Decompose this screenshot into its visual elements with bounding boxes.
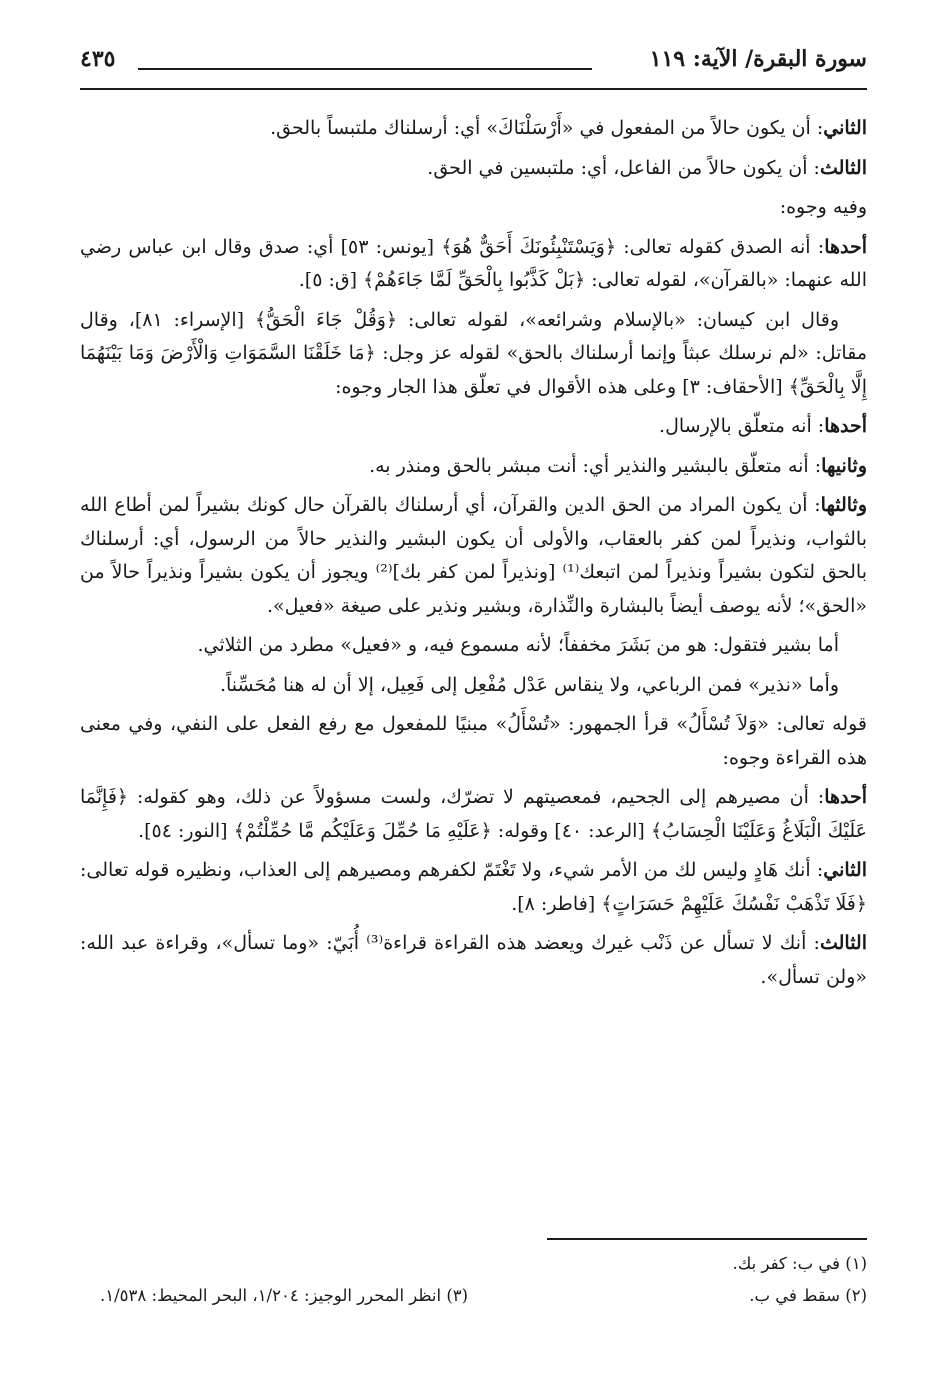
paragraph <box>80 927 867 994</box>
paragraph-text: : أن يكون المراد من الحق الدين والقرآن، أي أرسلناك بالقرآن حال كونك بشيراً لمن أطاع الله بالثواب، ونذيراً لمن كفر بالعقاب، والأولى أن يكون البشير والنذير حالاً من الرسول، أي: أرسلناك بالحق لتكون بشيراً ونذيراً لمن اتبعك⁽¹⁾ [ونذيراً لمن كفر بك]⁽²⁾ ويجوز أن يكون بشيراً ونذيراً حالاً من «الحق»؛ لأنه يوصف أيضاً بالبشارة والنِّذارة، وبشير ونذير على صيغة «فعيل». <box>80 494 868 617</box>
paragraph <box>80 854 867 921</box>
paragraph <box>80 231 867 298</box>
paragraph-label: وثالثها <box>820 494 867 516</box>
paragraph-label: الثالث <box>819 156 867 179</box>
paragraph <box>80 708 867 775</box>
paragraph-text: : أن يكون حالاً من المفعول في «أَرْسَلْنَاكَ» أي: أرسلناك ملتبساً بالحق. <box>270 117 824 139</box>
paragraph-label: أحدها <box>824 415 867 437</box>
paragraph <box>80 629 867 663</box>
header-rule <box>80 88 867 90</box>
running-header <box>80 40 867 84</box>
paragraph <box>80 669 867 703</box>
header-line <box>138 68 592 70</box>
paragraph-text: : أنه متعلّق بالبشير والنذير أي: أنت مبشر بالحق ومنذر به. <box>369 454 822 477</box>
paragraph-label: الثاني <box>823 117 867 139</box>
paragraph-text: : أنك هَادٍ وليس لك من الأمر شيء، ولا تَغْتَمّ لكفرهم ومصيرهم إلى العذاب، ونظيره قوله تعالى: ﴿فَلَا تَذْهَبْ نَفْسُكَ عَلَيْهِمْ حَسَرَاتٍ﴾ [فاطر: ٨]. <box>80 859 867 915</box>
paragraph-text: : أنك لا تسأل عن ذَنْب غيرك ويعضد هذه القراءة قراءة⁽³⁾ أُبَيّ: «وما تسأل»، وقراءة عبد الله: «ولن تسأل». <box>80 932 867 988</box>
paragraph-text: وقال ابن كيسان: «بالإسلام وشرائعه»، لقوله تعالى: ﴿وَقُلْ جَاءَ الْحَقُّ﴾ [الإسراء: ٨١]، وقال مقاتل: «لم نرسلك عبثاً وإنما أرسلناك بالحق» لقوله عز وجل: ﴿مَا خَلَقْنَا السَّمَوَاتِ وَالْأَرْضَ وَمَا بَيْنَهُمَا إِلَّا بِالْحَقِّ﴾ [الأحقاف: ٣] وعلى هذه الأقوال في تعلّق هذا الجار وجوه: <box>80 308 867 398</box>
footnotes <box>100 1248 867 1312</box>
paragraph-text: وأما «نذير» فمن الرباعي، ولا ينقاس عَدْل مُفْعِل إلى فَعِيل، إلا أن له هنا مُحَسِّناً. <box>219 673 839 696</box>
paragraph <box>80 489 867 623</box>
paragraph <box>80 781 867 848</box>
paragraph-label: أحدها <box>824 235 867 258</box>
footnote-rule <box>547 1238 867 1240</box>
paragraph-text: : أن مصيرهم إلى الجحيم، فمعصيتهم لا تضرّك، ولست مسؤولاً عن ذلك، وهو كقوله: ﴿فَإِنَّمَا عَلَيْكَ الْبَلَاغُ وَعَلَيْنَا الْحِسَابُ﴾ [الرعد: ٤٠] وقوله: ﴿عَلَيْهِ مَا حُمِّلَ وَعَلَيْكُم مَّا حُمِّلْتُمْ﴾ [النور: ٥٤]. <box>80 786 867 842</box>
paragraph-text: : أن يكون حالاً من الفاعل، أي: ملتبسين في الحق. <box>427 156 820 179</box>
surah-title: سورة البقرة/ الآية: ١١٩ <box>649 46 867 72</box>
paragraph-text: أما بشير فتقول: هو من بَشَرَ مخففاً؛ لأنه مسموع فيه، و «فعيل» مطرد من الثلاثي. <box>197 634 839 656</box>
paragraph-label: أحدها <box>824 786 867 808</box>
paragraph <box>80 191 867 225</box>
paragraph <box>80 152 867 186</box>
paragraph <box>80 410 867 444</box>
paragraph-label: وثانيها <box>821 454 867 477</box>
paragraph <box>80 304 867 405</box>
footnote-2: (٢) سقط في ب. <box>749 1286 867 1305</box>
paragraph <box>80 112 867 146</box>
footnote-row <box>100 1280 867 1312</box>
paragraph-label: الثالث <box>819 932 867 954</box>
paragraph-text: وفيه وجوه: <box>779 196 867 218</box>
paragraph-text: : أنه متعلّق بالإرسال. <box>659 415 825 437</box>
page-number: ٤٣٥ <box>80 46 116 72</box>
paragraph <box>80 450 867 484</box>
paragraph-label: الثاني <box>823 859 867 881</box>
footnote-row <box>100 1248 867 1280</box>
footnote-1: (١) في ب: كفر بك. <box>732 1254 867 1273</box>
paragraph-text: : أنه الصدق كقوله تعالى: ﴿وَيَسْتَنْبِئُونَكَ أَحَقٌّ هُوَ﴾ [يونس: ٥٣] أي: صدق وقال ابن عباس رضي الله عنهما: «بالقرآن»، لقوله تعالى: ﴿بَلْ كَذَّبُوا بِالْحَقِّ لَمَّا جَاءَهُمْ﴾ [ق: ٥]. <box>80 235 867 291</box>
main-text <box>80 112 867 1000</box>
footnote-3: (٣) انظر المحرر الوجيز: ١/٢٠٤، البحر المحيط: ١/٥٣٨. <box>100 1286 469 1305</box>
paragraph-text: قوله تعالى: «وَلاَ تُسْأَلُ» قرأ الجمهور: «تُسْأَلُ» مبنيًا للمفعول مع رفع الفعل على النفي، وفي معنى هذه القراءة وجوه: <box>80 713 867 769</box>
